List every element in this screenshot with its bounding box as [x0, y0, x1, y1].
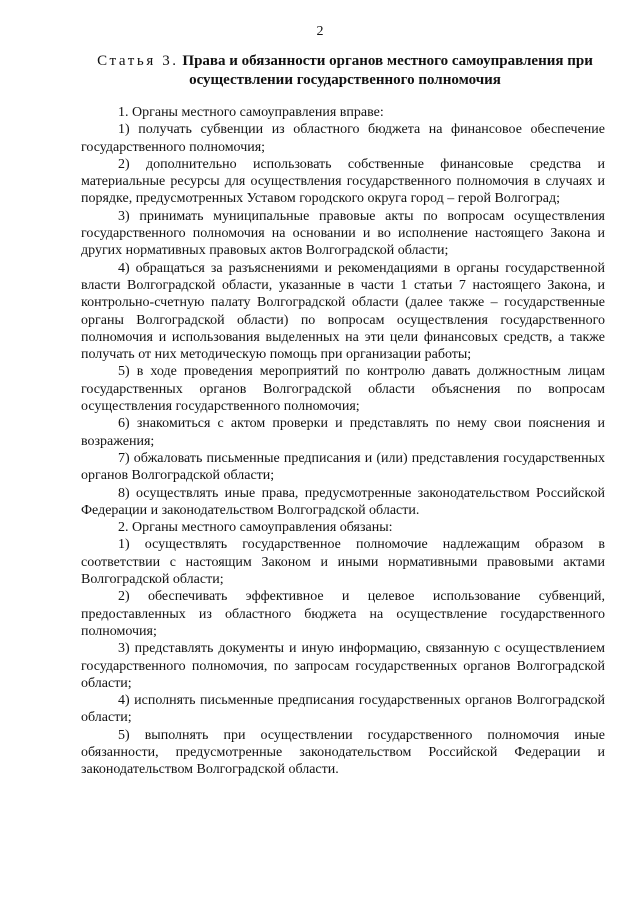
paragraph: 5) в ходе проведения мероприятий по контролю давать должностным лицам государственных органов Волгоградской области объяснения по вопросам осуществления государственного полномочия;	[81, 364, 605, 415]
article-title: Права и обязанности органов местного самоуправления при осуществлении государственного полномочия	[182, 53, 593, 88]
paragraph: 1) осуществлять государственное полномочие надлежащим образом в соответствии с настоящим Законом и иными нормативными правовыми актами Волгоградской области;	[81, 537, 605, 588]
paragraph: 2. Органы местного самоуправления обязаны:	[118, 520, 393, 536]
paragraph: 4) обращаться за разъяснениями и рекомендациями в органы государственной власти Волгоградской области, указанные в части 1 статьи 7 настоящего Закона, и контрольно-счетную палату Волгоградской области (далее также – государственные органы Волгоградской области) по вопросам осуществления государственного полномочия и использования выделенных на эти цели финансовых средств, а также получать от них методическую помощь при организации работы;	[81, 260, 605, 363]
paragraph: 3) представлять документы и иную информацию, связанную с осуществлением государственного полномочия, по запросам государственных органов Волгоградской области;	[81, 641, 605, 691]
paragraph: 2) дополнительно использовать собственные финансовые средства и материальные ресурсы для осуществления государственного полномочия в случаях и порядке, предусмотренных Уставом городского округа город – герой Волгоград;	[81, 156, 605, 207]
paragraph: 4) исполнять письменные предписания государственных органов Волгоградской области;	[81, 693, 605, 726]
paragraph: 1) получать субвенции из областного бюджета на финансовое обеспечение государственного полномочия;	[81, 122, 605, 155]
paragraph: 3) принимать муниципальные правовые акты по вопросам осуществления государственного полномочия на основании и во исполнение настоящего Закона и других нормативных правовых актов Волгоградской области;	[81, 208, 605, 259]
paragraph: 7) обжаловать письменные предписания и (или) представления государственных органов Волгоградской области;	[81, 450, 605, 484]
article-body	[81, 104, 605, 779]
paragraph: 6) знакомиться с актом проверки и представлять по нему свои пояснения и возражения;	[81, 416, 605, 449]
paragraph: 2) обеспечивать эффективное и целевое использование субвенций, предоставленных из областного бюджета на осуществление государственного полномочия;	[81, 589, 605, 639]
paragraph: 5) выполнять при осуществлении государственного полномочия иные обязанности, предусмотренные законодательством Российской Федерации и законодательством Волгоградской области.	[81, 727, 605, 778]
article-heading	[80, 52, 610, 90]
paragraph: 1. Органы местного самоуправления вправе:	[118, 105, 384, 120]
page-number: 2	[316, 24, 324, 39]
paragraph: 8) осуществлять иные права, предусмотренные законодательством Российской Федерации и законодательством Волгоградской области.	[81, 485, 605, 518]
article-label: Статья 3.	[97, 53, 179, 69]
